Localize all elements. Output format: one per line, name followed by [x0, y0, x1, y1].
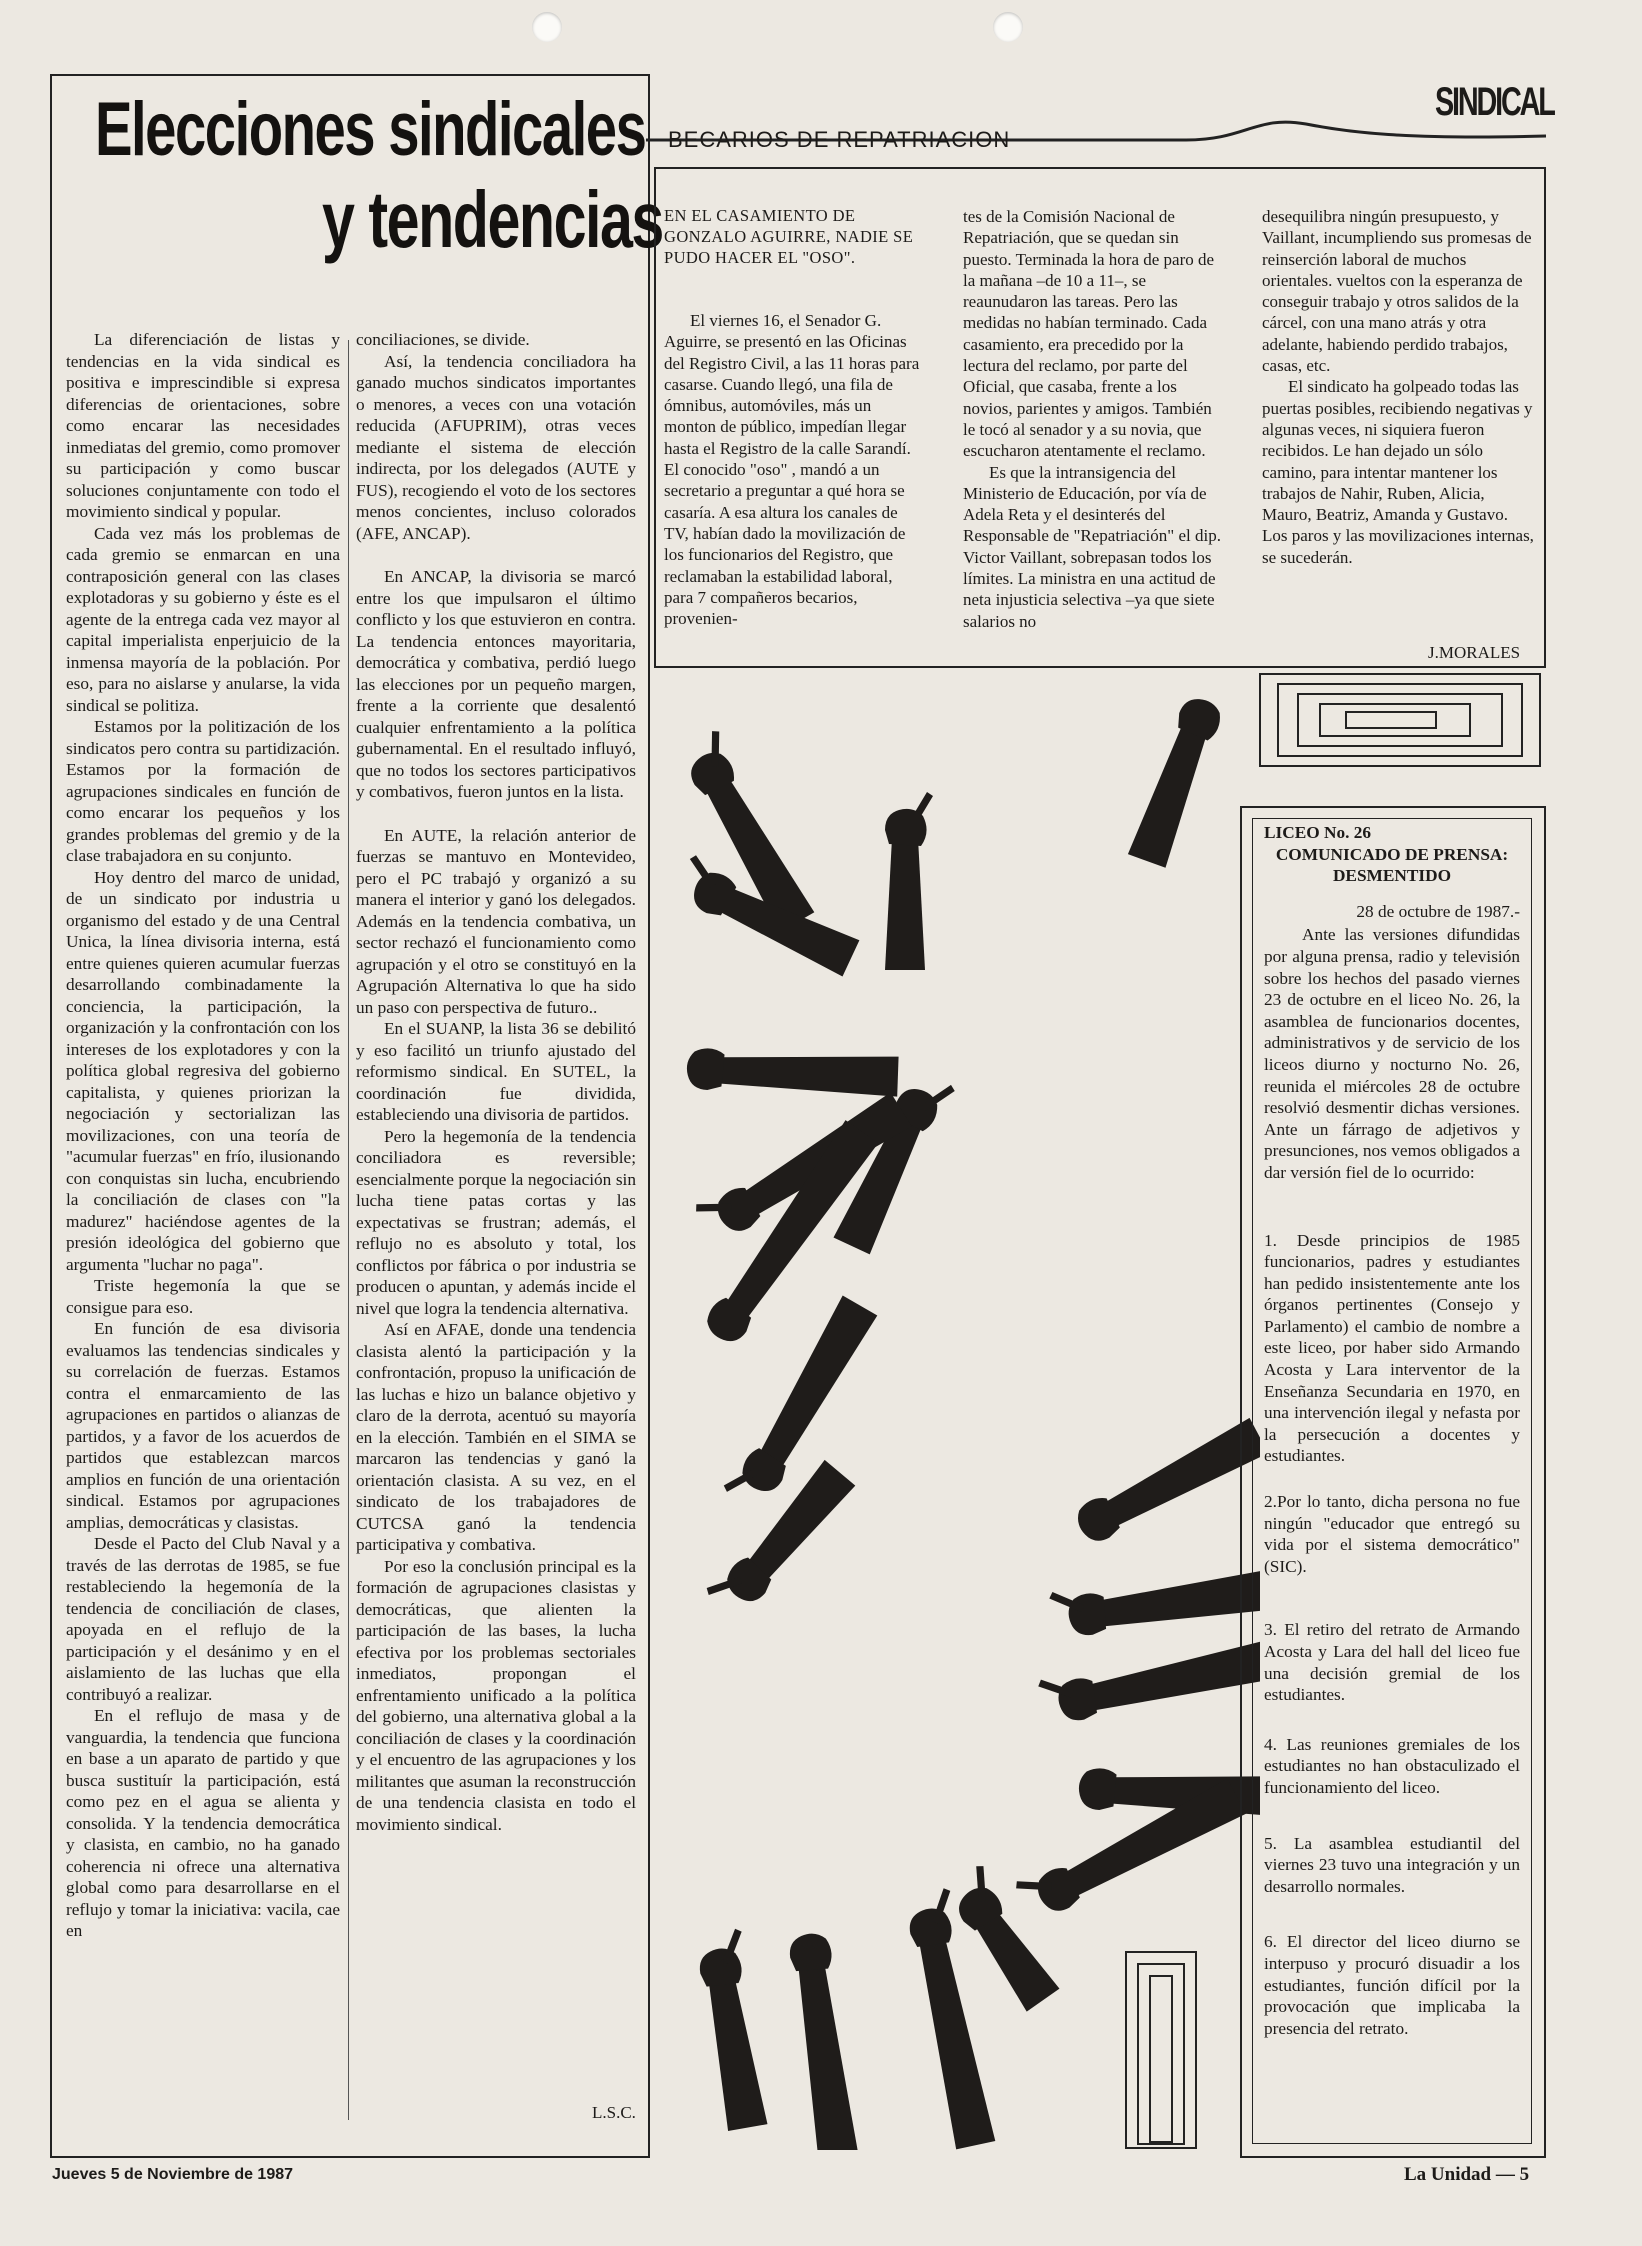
punch-hole [993, 12, 1023, 42]
liceo-point-4: 4. Las reuniones gremiales de los estudiantes no han obstaculizado el funcionamiento del liceo. [1264, 1734, 1520, 1797]
raised-fist-icon [1037, 1631, 1260, 1727]
liceo-head-3: DESMENTIDO [1332, 866, 1452, 886]
raised-fist-icon [694, 1928, 776, 2131]
section-tag: SINDICAL [1435, 80, 1554, 124]
main-article-col-2 [356, 329, 636, 1835]
headline-line-1: Elecciones sindicales [95, 87, 646, 172]
paragraph: Cada vez más los problemas de cada gremio se enmarcan en una contraposición general con las clases explotadoras y su gobierno y éste es el agente de la entrega cada vez mayor al capital imperialista enperjuicio de la inmensa mayoría de la población. Por eso, para no aislarse y anularse, la vida sindical se politiza. [66, 523, 340, 715]
paragraph: Así, la tendencia conciliadora ha ganado muchos sindicatos importantes o menores, a veces con una votación reducida (AFUPRIM), otras veces mediante el sistema de elección indirecta, por los delegados (AUTE y FUS), recogiendo el voto de los sectores menos concientes, incluso colorados (AFE, ANCAP). [356, 351, 636, 543]
paragraph: Estamos por la politización de los sindicatos pero contra su partidización. Estamos por la formación de agrupaciones sindicales en función de como encarar los pequeños y los grandes problemas del gremio y de la clase trabajadora en su conjunto. [66, 717, 340, 865]
becarios-signature: J.MORALES [1428, 643, 1521, 662]
paragraph: En AUTE, la relación anterior de fuerzas se mantuvo en Montevideo, pero el PC trabajó y organizó a su manera el interior y ganó los delegados. Además en la tendencia combativa, un sector rechazó el funcionamiento como agrupación y el otro se constituyó en la Agrupación Alternativa lo que ha sido un paso con perspectiva de futuro.. [356, 825, 636, 1017]
liceo-point-6: 6. El director del liceo diurno se interpuso y procuró disuadir a los estudiantes, función difícil por la provocación que implicaba la presencia del retrato. [1264, 1932, 1520, 2038]
liceo-point-2: 2.Por lo tanto, dicha persona no fue ningún "educador que entregó su vida por el sistema democrático" (SIC). [1264, 1492, 1520, 1576]
column-rule [348, 340, 349, 2120]
paragraph: Así en AFAE, donde una tendencia clasista alentó la participación y la confrontación, propuso la unificación de las luchas e hizo un balance objetivo y claro de la derrota, acentuó su mayoría en la elección. También en el SIMA se marcaron las tendencias y ganó la orientación clasista. A su vez, en el sindicato de los trabajadores de CUTCSA ganó la tendencia participativa y combativa. [356, 1320, 636, 1554]
paragraph: En el SUANP, la lista 36 se debilitó y eso facilitó un triunfo ajustado del reformismo sindical. En SUTEL, la coordinación fue dividida, estableciendo una divisoria de partidos. [356, 1019, 636, 1124]
paragraph: En el reflujo de masa y de vanguardia, la tendencia que funciona en base a un aparato de partido y que busca sustituír la participación, está como pez en el agua se alienta y consolida. Y la tendencia democrática y clasista, en cambio, no ha ganado coherencia ni ofrece una alternativa global como para desarrollarse en el reflujo y tomar la iniciativa: vacila, cae en [66, 1706, 340, 1940]
paragraph: El viernes 16, el Senador G. Aguirre, se presentó en las Oficinas del Registro Civil, a las 11 horas para casarse. Cuando llegó, una fila de ómnibus, automóviles, más un monton de público, impedían llegar hasta el Registro de la calle Sarandí. El conocido "oso" , mandó a un secretario a preguntar a qué hora se casaría. A esa altura los canales de TV, habían dado la movilización de los funcionarios del Registro, que reclamaban la estabilidad laboral, para 7 compañeros becarios, provenien- [664, 311, 920, 629]
becarios-col-3 [1262, 206, 1534, 568]
raised-fist-icon [885, 792, 933, 970]
becarios-col-1 [664, 205, 924, 629]
footer-date: Jueves 5 de Noviembre de 1987 [52, 2166, 294, 2183]
liceo-communique [1264, 822, 1520, 2060]
raised-fist-icon [1071, 1416, 1260, 1547]
liceo-head-1: LICEO No. 26 [1264, 823, 1372, 842]
punch-hole [532, 12, 562, 42]
paragraph: Triste hegemonía la que se consigue para eso. [66, 1276, 340, 1317]
liceo-point-5: 5. La asamblea estudiantil del viernes 23 tuvo una integración y un desarrollo normales. [1264, 1833, 1520, 1896]
paragraph: En ANCAP, la divisoria se marcó entre los que impulsaron el último conflicto y los que estuvieron en contra. La tendencia entonces mayoritaria, democrática y combativa, perdió luego las elecciones por un pequeño margen, frente a la corriente que desalentó cualquier enfrentamiento a la política gubernamental. En el resultado influyó, que no todos los sectores participativos y combativos, fueron juntos en la lista. [356, 567, 636, 801]
paragraph: La diferenciación de listas y tendencias en la vida sindical es positiva e imprescindible si expresa diferencias de orientaciones, sobre como encarar las necesidades inmediatas del gremio, como promover su participación y como buscar soluciones conjuntamente con todo el movimiento sindical y popular. [66, 330, 340, 521]
paragraph: El sindicato ha golpeado todas las puertas posibles, recibiendo negativas y algunas veces, ni siquiera fueron recibidos. Le han dejado un sólo camino, para intentar mantener los trabajos de Nahir, Ruben, Alicia, Mauro, Beatriz, Amanda y Gustavo. Los paros y las movilizaciones internas, se sucederán. [1262, 377, 1534, 567]
main-article-col-1 [66, 329, 340, 1942]
paragraph: Desde el Pacto del Club Naval y a través de las derrotas de 1985, se fue restableciendo la hegemonía de la tendencia de conciliación de clases, apoyada en el reflujo de la participación y el desánimo y en el aislamiento de las luchas que ella contribuyó a realizar. [66, 1534, 340, 1704]
liceo-head-2: COMUNICADO DE PRENSA: [1275, 844, 1509, 864]
liceo-point-3: 3. El retiro del retrato de Armando Acosta y Lara del hall del liceo fue una decisión gremial de los estudiantes. [1264, 1620, 1520, 1705]
liceo-point-1: 1. Desde principios de 1985 funcionarios, padres y estudiantes han pedido insistentemente ante los órganos pertinentes (Consejo y Parlamento) el cambio de nombre a este liceo, por haber sido Armando Acosta y Lara interventor de la Enseñanza Secundaria en 1970, en una intervención ilegal y nefasta por la persecución a docentes y estudiantes. [1264, 1230, 1520, 1466]
raised-fist-icon [1048, 1562, 1260, 1640]
footer-page: La Unidad — 5 [1404, 2164, 1530, 2185]
paragraph: Hoy dentro del marco de unidad, de un sindicato por industria u organismo del estado y de una Central Unica, la línea divisoria interna, está entre quienes quieren acumular fuerzas desarrollando combinadamente la conciencia, la participación, la organización y la confrontación con los intereses de los explotadores y con la política global regresiva del gobierno capitalista, y quienes priorizan la negociación y sectorializan las movilizaciones, con una teoría de "acumular fuerzas" en frío, ilusionando con conquistas sin lucha, encubriendo la conciliación de clases con "la madurez" haciéndose agentes de la presión ideológica del gobierno que argumenta "luchar no paga". [66, 867, 340, 1274]
spiral-ornament-icon [1258, 672, 1542, 768]
liceo-intro: Ante las versiones difundidas por alguna prensa, radio y televisión sobre los hechos del pasado viernes 23 de octubre en el liceo No. 26, la asamblea de funcionarios docentes, administrativos y de servicio de los liceos diurno y nocturno No. 26, reunida el miércoles 28 de octubre resolvió desmentir dichas versiones. Ante un fárrago de adjetivos y presunciones, nos vemos obligados a dar versión fiel de lo ocurrido: [1264, 925, 1520, 1182]
paragraph: En función de esa divisoria evaluamos las tendencias sindicales y su correlación de fuerzas. Estamos contra el enmarcamiento de las agrupaciones en partidos o alianzas de partidos, y a favor de los acuerdos de partidos que establezcan marcos amplios en función de una orientación sindical. Estamos por agrupaciones amplias, democráticas y clasistas. [66, 1319, 340, 1532]
becarios-title: BECARIOS DE REPATRIACION [668, 127, 1011, 152]
liceo-date: 28 de octubre de 1987.- [1356, 901, 1520, 921]
headline-line-2: y tendencias [322, 175, 663, 264]
paragraph: Por eso la conclusión principal es la formación de agrupaciones clasistas y democráticas, que alienten la participación de las bases, la lucha efectiva por los problemas sectoriales inmediatos, propongan el enfrentamiento unificado a la política del gobierno, una alternativa global a la conciliación de clases y la coordinación y el encuentro de las agrupaciones y los militantes que asuman la reconstrucción de una tendencia clasista en todo el movimiento sindical. [356, 1556, 636, 1834]
raised-fist-icon [686, 1048, 898, 1097]
paragraph: Es que la intransigencia del Ministerio de Educación, por vía de Adela Reta y el desinterés del Responsable de "Repatriación" el dip. Victor Vaillant, sobrepasan todos los límites. La ministra en una actitud de neta injusticia selectiva –ya que siete salarios no [963, 462, 1221, 631]
paragraph: conciliaciones, se divide. [356, 330, 530, 349]
becarios-col-2 [963, 206, 1223, 632]
becarios-lead: EN EL CASAMIENTO DE GONZALO AGUIRRE, NADIE SE PUDO HACER EL "OSO". [664, 206, 914, 267]
raised-fists-with-tools-icon [660, 680, 1260, 2150]
raised-fist-icon [1128, 693, 1226, 868]
box-ornament-icon [1124, 1950, 1200, 2150]
article-signature: L.S.C. [592, 2103, 636, 2122]
paragraph: desequilibra ningún presupuesto, y Vaillant, incumpliendo sus promesas de reinserción laboral de muchos orientales. vueltos con la esperanza de conseguir trabajo y otros salidos de la cárcel, con una mano atrás y otra adelante, habiendo perdido trabajos, casas, etc. [1262, 207, 1532, 376]
raised-fist-icon [787, 1931, 859, 2150]
paragraph: tes de la Comisión Nacional de Repatriación, que se quedan sin puesto. Terminada la hora de paro de la mañana –de 10 a 11–, se reaunudaron las tareas. Pero las medidas no habían terminado. Cada casamiento, era precedido por la lectura del reclamo, por parte del Oficial, que casaba, frente a los novios, parientes y amigos. También le tocó al senador y a su novia, que escucharon atentamente el reclamo. [963, 207, 1215, 461]
paragraph: Pero la hegemonía de la tendencia conciliadora es reversible; esencialmente porque la negociación sin lucha tiene patas cortas y las expectativas se frustran; además, el reflujo no es absoluto y total, los conflictos por fábrica o por industria se producen o apuntan, y además incide el nivel que logra la tendencia alternativa. [356, 1126, 636, 1318]
